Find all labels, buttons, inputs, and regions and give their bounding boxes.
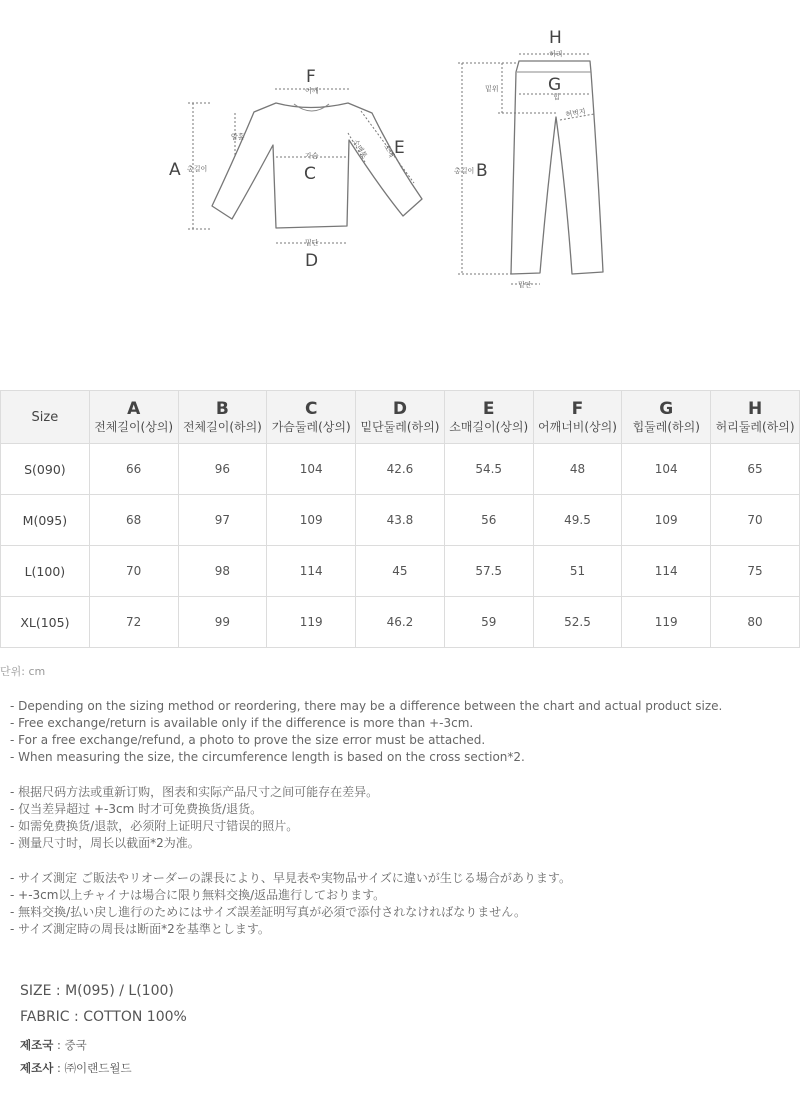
spec-maker — [20, 1060, 132, 1076]
measurement-diagram — [0, 0, 800, 300]
table-cell: 52.5 — [533, 597, 622, 648]
table-cell: 70 — [711, 495, 800, 546]
unit-note: 단위: cm — [0, 665, 46, 678]
table-cell: 65 — [711, 444, 800, 495]
size-chart-table — [0, 390, 800, 648]
table-cell: 119 — [267, 597, 356, 648]
header-column-g — [622, 391, 711, 444]
header-column-a — [89, 391, 178, 444]
column-letter: E — [482, 398, 495, 419]
label-sleeve: 소매 — [382, 143, 396, 159]
header-column-h — [711, 391, 800, 444]
top-outline — [212, 103, 422, 228]
letter-c: C — [304, 164, 316, 184]
header-column-c — [267, 391, 356, 444]
notes-japanese — [10, 870, 571, 938]
column-letter: F — [571, 398, 584, 419]
table-cell: 70 — [89, 546, 178, 597]
table-cell: 56 — [444, 495, 533, 546]
spec-origin — [20, 1037, 87, 1053]
table-cell: 51 — [533, 546, 622, 597]
letter-f: F — [306, 67, 316, 87]
column-name: 소매길이(상의) — [449, 419, 529, 434]
table-row — [1, 546, 800, 597]
column-letter: D — [392, 398, 407, 419]
label-armhole: 암홀 — [231, 133, 245, 141]
pants-diagram — [454, 28, 603, 289]
table-cell: 68 — [89, 495, 178, 546]
label-rise: 밑위 — [485, 85, 499, 93]
letter-b: B — [476, 161, 488, 181]
table-cell: 66 — [89, 444, 178, 495]
table-cell: 49.5 — [533, 495, 622, 546]
letter-d: D — [305, 251, 319, 271]
label-hip: 힙 — [553, 93, 560, 101]
note-line: - For a free exchange/refund, a photo to prove the size error must be attached. — [10, 733, 486, 747]
column-name: 전체길이(하의) — [182, 419, 262, 434]
origin-label: 제조국 — [20, 1038, 54, 1052]
table-cell: 109 — [267, 495, 356, 546]
table-cell: 114 — [267, 546, 356, 597]
header-column-b — [178, 391, 267, 444]
row-size-label: L(100) — [1, 546, 90, 597]
table-row — [1, 444, 800, 495]
maker-label: 제조사 — [20, 1061, 54, 1075]
top-diagram — [169, 67, 422, 271]
table-header-row — [1, 391, 800, 444]
note-line: - +-3cm以上チャイナは場合に限り無料交換/返品進行しております。 — [10, 888, 386, 902]
header-column-e — [444, 391, 533, 444]
table-cell: 97 — [178, 495, 267, 546]
note-line: - 仅当差异超过 +-3cm 时才可免费换货/退货。 — [10, 802, 263, 816]
table-cell: 72 — [89, 597, 178, 648]
column-name: 전체길이(상의) — [94, 419, 174, 434]
table-cell: 99 — [178, 597, 267, 648]
column-name: 어깨너비(상의) — [538, 419, 617, 434]
table-cell: 54.5 — [444, 444, 533, 495]
column-name: 밑단둘레(하의) — [360, 419, 440, 434]
note-line: - 如需免费换货/退款，必须附上证明尺寸错误的照片。 — [10, 819, 299, 833]
label-waist: 허리 — [549, 50, 563, 58]
table-cell: 104 — [622, 444, 711, 495]
spec-fabric: FABRIC : COTTON 100% — [20, 1009, 187, 1025]
table-row — [1, 597, 800, 648]
table-cell: 80 — [711, 597, 800, 648]
column-letter: B — [215, 398, 229, 419]
table-cell: 59 — [444, 597, 533, 648]
row-size-label: XL(105) — [1, 597, 90, 648]
header-column-d — [356, 391, 445, 444]
notes-english — [10, 698, 722, 766]
table-cell: 96 — [178, 444, 267, 495]
label-sleeve-width: 소매통 — [351, 138, 369, 160]
note-line: - 無料交換/払い戻し進行のためにはサイズ誤差証明写真が必須で添付されなければなりません。 — [10, 905, 526, 919]
table-cell: 75 — [711, 546, 800, 597]
column-name: 힙둘레(하의) — [632, 419, 700, 434]
label-hem-top: 밑단 — [305, 239, 319, 247]
label-total-length-pants: 총길이 — [454, 167, 475, 175]
letter-h: H — [549, 28, 562, 48]
notes-chinese — [10, 784, 378, 852]
table-cell: 109 — [622, 495, 711, 546]
column-name: 가슴둘레(상의) — [271, 419, 351, 434]
note-line: - サイズ測定時の周長は断面*2を基準とします。 — [10, 922, 270, 936]
letter-g: G — [548, 75, 562, 95]
note-line: - Depending on the sizing method or reordering, there may be a difference between the chart and actual product size. — [10, 699, 723, 713]
spec-size: SIZE : M(095) / L(100) — [20, 983, 174, 999]
note-line: - Free exchange/return is available only if the difference is more than +-3cm. — [10, 716, 474, 730]
letter-e: E — [394, 138, 405, 158]
table-cell: 114 — [622, 546, 711, 597]
header-size: Size — [1, 391, 90, 444]
note-line: - When measuring the size, the circumference length is based on the cross section*2. — [10, 750, 525, 764]
note-line: - サイズ測定 ご販法やリオーダーの課長により、早見表や実物品サイズに違いが生じる場合があります。 — [10, 871, 571, 885]
origin-value: : 중국 — [53, 1038, 87, 1052]
table-cell: 98 — [178, 546, 267, 597]
column-letter: H — [747, 398, 763, 419]
label-thigh: 허벅지 — [564, 107, 587, 119]
table-cell: 104 — [267, 444, 356, 495]
note-line: - 根据尺码方法或重新订购，图表和实际产品尺寸之间可能存在差异。 — [10, 785, 379, 799]
table-row — [1, 495, 800, 546]
label-chest: 가슴 — [305, 152, 319, 160]
letter-a: A — [169, 160, 181, 180]
table-cell: 45 — [356, 546, 445, 597]
row-size-label: M(095) — [1, 495, 90, 546]
column-letter: A — [127, 398, 141, 419]
maker-value: : ㈜이랜드월드 — [53, 1061, 132, 1075]
column-letter: G — [659, 398, 674, 419]
table-cell: 46.2 — [356, 597, 445, 648]
table-cell: 42.6 — [356, 444, 445, 495]
label-shoulder: 어깨 — [305, 87, 319, 95]
row-size-label: S(090) — [1, 444, 90, 495]
table-cell: 43.8 — [356, 495, 445, 546]
label-total-length-top: 총길이 — [187, 165, 208, 173]
table-cell: 48 — [533, 444, 622, 495]
label-hem-pants: 밑단 — [518, 281, 532, 289]
table-cell: 57.5 — [444, 546, 533, 597]
column-letter: C — [304, 398, 318, 419]
column-name: 허리둘레(하의) — [715, 419, 795, 434]
table-cell: 119 — [622, 597, 711, 648]
note-line: - 测量尺寸时，周长以截面*2为准。 — [10, 836, 200, 850]
header-column-f — [533, 391, 622, 444]
